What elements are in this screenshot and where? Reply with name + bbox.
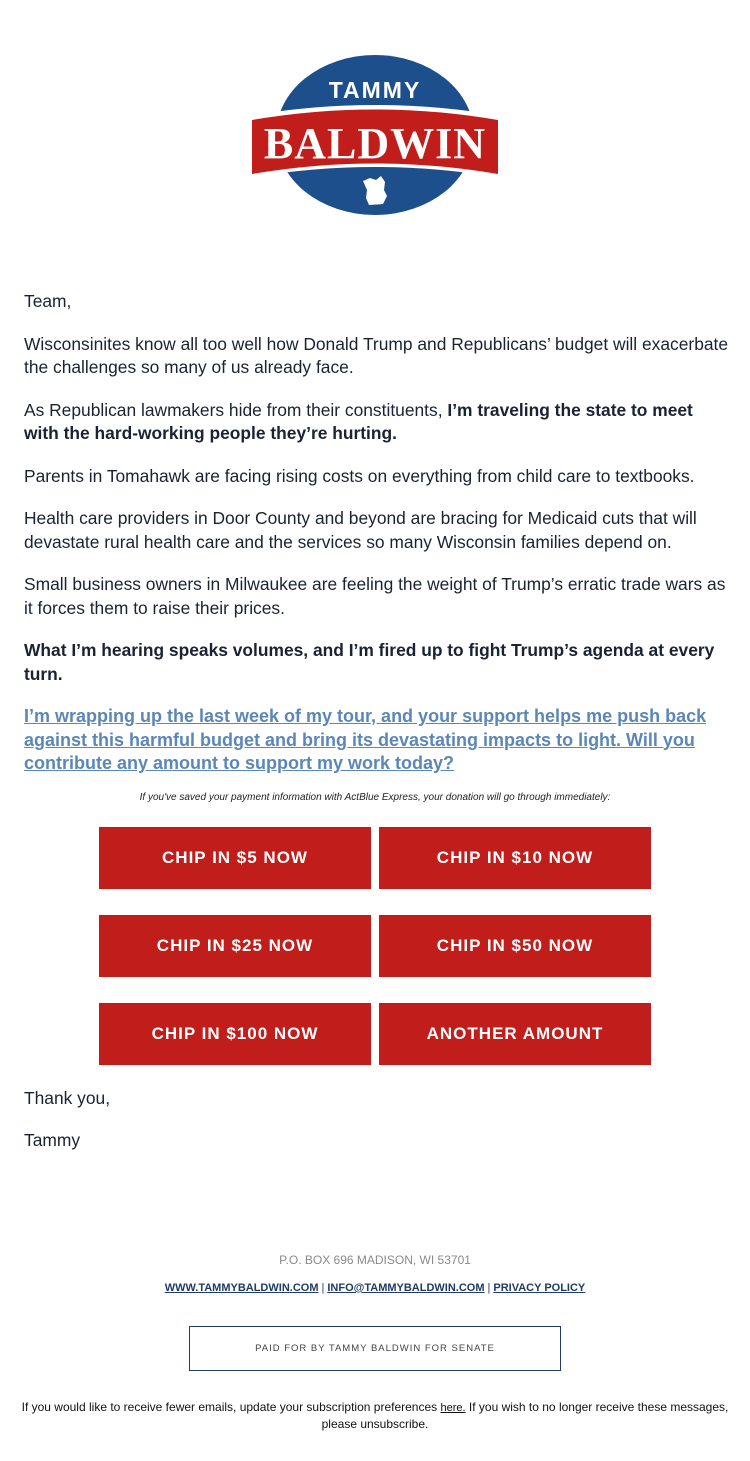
paragraph-1: Wisconsinites know all too well how Donald Trump and Republicans’ budget will exacerbate the challenges so many of us already face. [24, 333, 729, 377]
paragraph-5: Small business owners in Milwaukee are feeling the weight of Trump’s erratic trade wars as it forces them to raise their prices. [24, 574, 726, 618]
signature-name: Tammy [24, 1130, 81, 1150]
closing-thanks: Thank you, [24, 1088, 111, 1108]
logo-main-text: BALDWIN [263, 119, 487, 168]
paragraph-6 [24, 639, 729, 686]
website-link[interactable]: WWW.TAMMYBALDWIN.COM [164, 1282, 319, 1294]
footer-links [0, 1282, 750, 1294]
separator: | [321, 1282, 325, 1294]
paragraph-4: Health care providers in Door County and beyond are bracing for Medicaid cuts that will devastate rural health care and the services so many Wisconsin families depend on. [24, 508, 697, 552]
chip-in-50-button[interactable]: CHIP IN $50 NOW [379, 915, 651, 977]
unsubscribe-before: If you would like to receive fewer emails, update your subscription preferences [21, 1400, 441, 1414]
chip-in-5-button[interactable]: CHIP IN $5 NOW [99, 827, 371, 889]
donate-cta-link[interactable]: I’m wrapping up the last week of my tour, and your support helps me push back against this harmful budget and bring its devastating impacts to light. Will you contribute any amount to support my work today? [24, 706, 707, 773]
paragraph-3: Parents in Tomahawk are facing rising costs on everything from child care to textbooks. [24, 465, 695, 486]
email-body [24, 290, 729, 776]
paid-for-box: PAID FOR BY TAMMY BALDWIN FOR SENATE [189, 1326, 561, 1371]
mailing-address: P.O. BOX 696 MADISON, WI 53701 [279, 1253, 471, 1267]
chip-in-25-button[interactable]: CHIP IN $25 NOW [99, 915, 371, 977]
logo-graphic [248, 50, 502, 220]
paragraph-2-text: As Republican lawmakers hide from their constituents, [24, 399, 448, 420]
actblue-express-note: If you've saved your payment information with ActBlue Express, your donation will go through immediately: [139, 792, 611, 803]
paragraph-2 [24, 399, 729, 446]
logo-top-text: TAMMY [328, 77, 422, 103]
paragraph-6-bold: What I’m hearing speaks volumes, and I’m fired up to fight Trump’s agenda at every turn. [24, 640, 715, 684]
chip-in-10-button[interactable]: CHIP IN $10 NOW [379, 827, 651, 889]
email-link[interactable]: INFO@TAMMYBALDWIN.COM [327, 1282, 485, 1294]
chip-in-100-button[interactable]: CHIP IN $100 NOW [99, 1003, 371, 1065]
campaign-logo [0, 50, 750, 225]
privacy-policy-link[interactable]: PRIVACY POLICY [493, 1282, 586, 1294]
separator: | [487, 1282, 491, 1294]
unsubscribe-text [14, 1399, 736, 1432]
another-amount-button[interactable]: ANOTHER AMOUNT [379, 1003, 651, 1065]
paragraph-2-bold: I’m traveling the state to meet with the hard-working people they’re hurting. [24, 399, 693, 443]
subscription-preferences-link[interactable]: here. [440, 1402, 466, 1414]
unsubscribe-after: If you wish to no longer receive these messages, please unsubscribe. [321, 1400, 729, 1431]
greeting: Team, [24, 291, 72, 311]
